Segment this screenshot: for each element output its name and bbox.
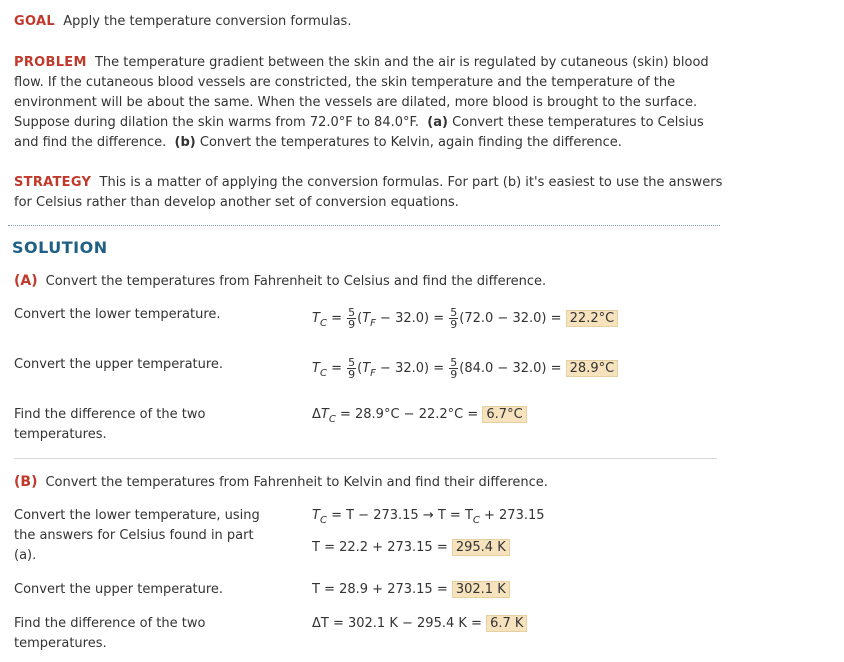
part-a-step-3-equation: $\Delta T_C = 28.9^\circ C - 22.2^\circ C = 6.7^\circ C$ (312, 405, 527, 430)
part-a-step-1-result: 22.2°C (566, 310, 619, 327)
strategy-label: STRATEGY (14, 175, 92, 190)
part-a-heading (14, 271, 546, 292)
goal-text: Apply the temperature conversion formulas. (63, 14, 352, 29)
part-b-step-3-text: Find the difference of the two temperatures. (14, 616, 206, 651)
part-a-step-1-text: Convert the lower temperature. (14, 307, 221, 322)
part-divider (14, 458, 717, 459)
part-b-step-2-text: Convert the upper temperature. (14, 582, 224, 597)
part-a-step-2-equation: $T_C$ = $\frac{5}{9}$ $(T_F - 32.0)$ = $\frac{5}{9}$ (84.0 − 32.0) = 28.9°C (312, 357, 618, 384)
fraction: $\frac{5}{9}$ (450, 356, 458, 381)
strategy-section (14, 173, 724, 213)
problem-part-b-text: Convert the temperatures to Kelvin, again finding the difference. (199, 135, 622, 150)
part-b-step-3-equation: ΔT = 302.1 K − 295.4 K = 6.7 K (312, 614, 527, 634)
part-b-step-2-result: 302.1 K (452, 581, 510, 598)
fraction: $\frac{5}{9}$ (348, 356, 356, 381)
part-a-step-2-text: Convert the upper temperature. (14, 357, 224, 372)
strategy-text: This is a matter of applying the conversion formulas. For part (b) it's easiest to use the answers for Celsius rather than develop another set of conversion equations. (14, 175, 723, 210)
part-b-step-1-result: 295.4 K (452, 539, 510, 556)
part-b-step-3-result: 6.7 K (486, 615, 527, 632)
solution-title: SOLUTION (12, 238, 108, 257)
goal-label: GOAL (14, 14, 55, 29)
part-a-heading-text: Convert the temperatures from Fahrenheit to Celsius and find the difference. (45, 274, 547, 289)
part-a-letter: (A) (14, 273, 38, 289)
part-b-step-1-equation-2: T = 22.2 + 273.15 = 295.4 K (312, 538, 510, 558)
problem-part-b-label: (b) (174, 135, 196, 150)
part-b-heading (14, 472, 548, 493)
problem-label: PROBLEM (14, 55, 87, 70)
part-b-heading-text: Convert the temperatures from Fahrenheit to Kelvin and find their difference. (45, 475, 548, 490)
part-a-step-2-result: 28.9°C (566, 360, 619, 377)
part-b-step-1-text: Convert the lower temperature, using the answers for Celsius found in part (a). (14, 508, 260, 563)
part-b-letter: (B) (14, 474, 38, 490)
part-b-step-1-equation-1: $T_C = T - 273.15 \to T = T_C + 273.15$ (312, 508, 545, 526)
part-a-step-3-result: 6.7°C (482, 406, 526, 423)
problem-text: The temperature gradient between the skin and the air is regulated by cutaneous (skin) blood flow. If the cutaneous blood vessels are constricted, the skin temperature and the temperature of the environment will be about the same. When the vessels are dilated, more blood is brought to the surface. Suppose during dilation the skin warms from 72.0°F to 84.0°F. (14, 55, 709, 130)
part-a-step-1-equation: $T_C$ = $\frac{5}{9}$ $(T_F - 32.0)$ = $\frac{5}{9}$ (72.0 − 32.0) = 22.2°C (312, 307, 618, 334)
part-a-step-3-text: Find the difference of the two temperatures. (14, 407, 206, 442)
problem-section (14, 53, 724, 153)
problem-part-a-text: Convert these temperatures to Celsius and find the difference. (14, 115, 704, 150)
fraction: $\frac{5}{9}$ (450, 306, 458, 331)
part-b-step-2-equation: T = 28.9 + 273.15 = 302.1 K (312, 580, 510, 600)
problem-part-a-label: (a) (427, 115, 448, 130)
goal-section (14, 12, 724, 32)
section-divider (8, 225, 720, 226)
fraction: $\frac{5}{9}$ (348, 306, 356, 331)
